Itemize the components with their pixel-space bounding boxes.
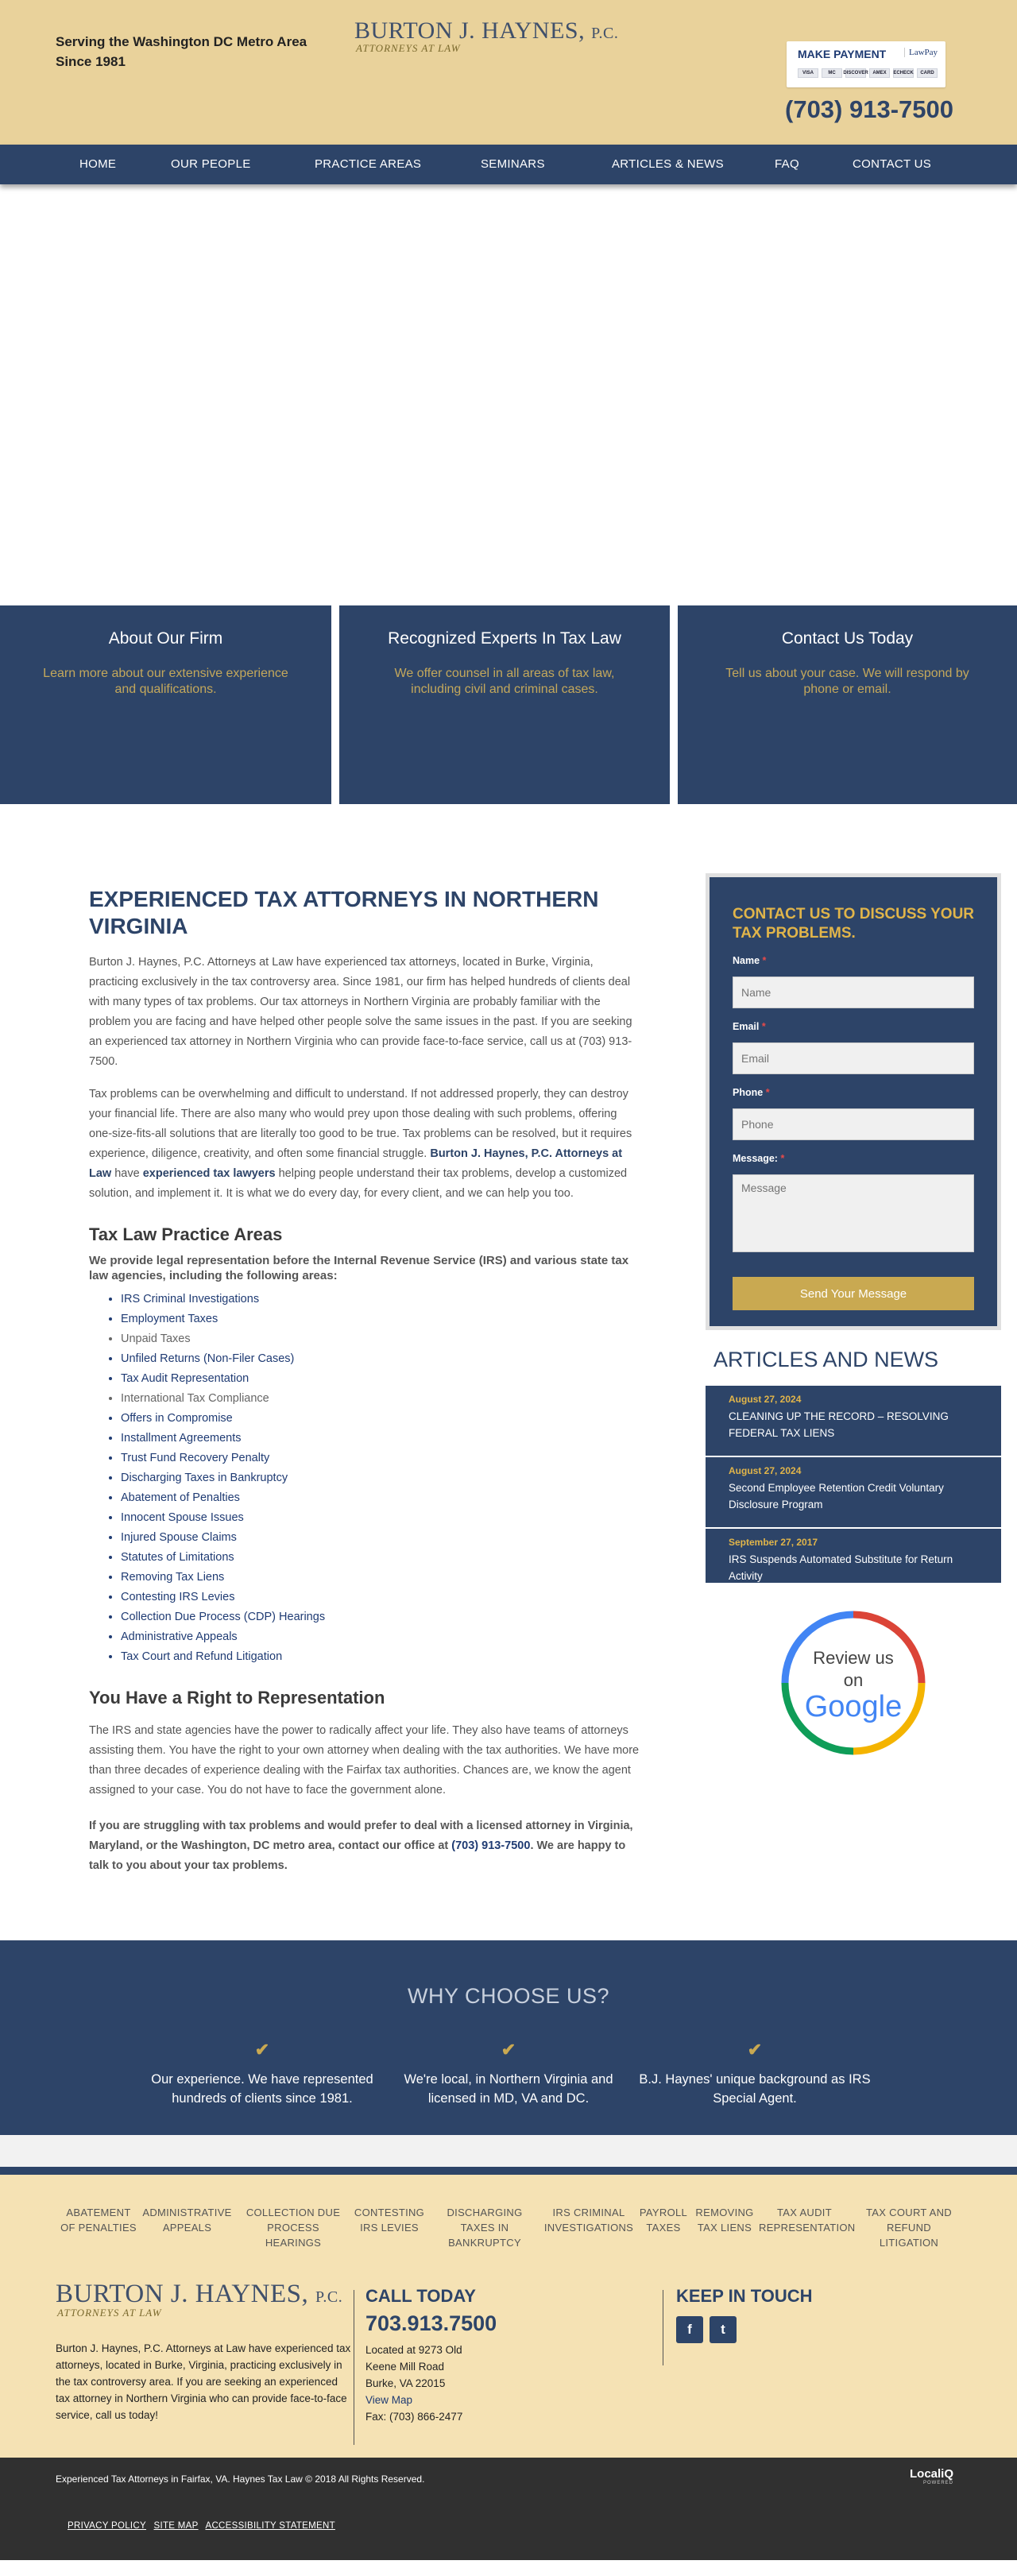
amex-card-icon: AMEX [869,68,890,78]
paragraph-text: helping people understand their tax problems, develop a customized solution, and implement it. It is what we do every day, for every client, and we can help you too. [89,1167,628,1200]
closing-phone-link[interactable]: (703) 913-7500 [451,1839,531,1852]
phone-input[interactable] [733,1108,974,1140]
footer-link-levies[interactable]: CONTESTING IRS LEVIES [354,2207,425,2234]
check-icon: ✔ [747,2040,763,2060]
lawpay-logo: LawPay [904,48,938,57]
site-footer [0,2175,1017,2458]
label-text: Email [733,1021,760,1032]
paragraph-text: Tax problems can be overwhelming and difficult to understand. If not addressed properly, they can destroy your financial life. There are also many who would prey upon those dealing with such problems, offering one-size-fits-all solutions that are literally too good to be true. Tax problems can be resolved, but it requires experience, diligence, creativity, and often some financial struggle. [89,1088,632,1160]
footer-link-appeals[interactable]: ADMINISTRATIVE APPEALS [142,2207,232,2234]
required-mark: * [761,1021,766,1032]
feature-recognized-experts[interactable] [339,605,670,804]
footer-link-criminal[interactable]: IRS CRIMINAL INVESTIGATIONS [543,2207,634,2234]
rights-heading: You Have a Right to Representation [89,1688,385,1708]
address-line: Burke, VA 22015 [365,2377,446,2389]
practice-item-offers-compromise[interactable]: • Offers in Compromise [121,1409,641,1429]
logo-name: BURTON J. HAYNES, [354,17,586,44]
article-item[interactable] [706,1529,1001,1583]
practice-item-cdp-hearings[interactable]: • Collection Due Process (CDP) Hearings [121,1607,641,1627]
required-mark: * [780,1153,785,1164]
logo-name: BURTON J. HAYNES, [56,2280,309,2308]
logo-subtitle: ATTORNEYS AT LAW [57,2307,162,2319]
bottom-bar [0,2458,1017,2560]
why-text: We're local, in Northern Virginia and licensed in MD, VA and DC. [404,2072,613,2106]
view-map-link[interactable]: View Map [365,2394,413,2406]
firm-link[interactable]: Burton J. Haynes, P.C. Attorneys at Law [89,1147,623,1180]
article-date: August 27, 2024 [729,1465,802,1476]
article-date: August 27, 2024 [729,1394,802,1405]
why-choose-us [0,1940,1017,2135]
why-title: WHY CHOOSE US? [407,1984,610,2008]
feature-text: Tell us about your case. We will respond by phone or email. [725,667,969,696]
google-review-badge[interactable] [779,1608,928,1758]
make-payment-button[interactable] [787,41,945,87]
practice-item-removing-liens[interactable]: • Removing Tax Liens [121,1568,641,1588]
nav-our-people[interactable]: OUR PEOPLE [171,157,251,171]
why-item [389,2040,628,2108]
badge-line2: on [843,1670,864,1690]
nav-contact-us[interactable]: CONTACT US [853,157,932,171]
localiq-brand: LocaliQ [910,2467,954,2481]
rights-paragraph: The IRS and state agencies have the power to radically affect your life. They also have teams of attorneys assisting them. You have the right to your own attorney when dealing with the tax authorities. We have more than three decades of experience dealing with the Fairfax tax authorities. Chances are, we know the agent assigned to your case. You do not have to face the government alone. [89,1724,640,1797]
article-item[interactable] [706,1386,1001,1456]
practice-item-abatement-penalties[interactable]: • Abatement of Penalties [121,1488,641,1508]
practice-item-international-compliance: • International Tax Compliance [121,1389,641,1409]
site-header [0,0,1017,171]
site-logo[interactable] [354,17,618,55]
mastercard-icon: MC [822,68,842,78]
label-text: Name [733,955,760,966]
privacy-policy-link[interactable]: PRIVACY POLICY [68,2521,147,2531]
hero-banner [0,145,1017,605]
main-content [89,886,641,1876]
discover-card-icon: DISCOVER [845,68,866,78]
legal-links [68,2521,340,2531]
article-title: IRS Suspends Automated Substitute for Return Activity [729,1553,953,1582]
site-map-link[interactable]: SITE MAP [153,2521,199,2531]
generic-card-icon: CARD [917,68,938,78]
header-tagline: Serving the Washington DC Metro Area Since 1981 [56,34,307,69]
nav-practice-areas[interactable]: PRACTICE AREAS [315,157,422,171]
feature-title: Recognized Experts In Tax Law [388,629,621,648]
footer-link-collection[interactable]: COLLECTION DUE PROCESS HEARINGS [246,2207,341,2249]
tax-lawyers-link[interactable]: experienced tax lawyers [142,1167,276,1180]
fax-number: Fax: (703) 866-2477 [365,2411,463,2423]
practice-item-trust-fund-penalty[interactable]: • Trust Fund Recovery Penalty [121,1449,641,1468]
footer-link-abatement[interactable]: ABATEMENT OF PENALTIES [60,2207,137,2234]
section-spacer [0,2135,1017,2167]
article-title: CLEANING UP THE RECORD – RESOLVING FEDERAL TAX LIENS [729,1410,949,1439]
facebook-icon[interactable]: f [676,2316,703,2343]
paragraph-text: . We are happy to talk to you about your tax problems. [89,1839,626,1872]
phone-label [733,1087,770,1098]
send-message-button[interactable]: Send Your Message [733,1277,974,1310]
main-section [0,804,1017,1940]
practice-areas-lead: We provide legal representation before the Internal Revenue Service (IRS) and various state tax law agencies, including the following areas: [89,1254,629,1282]
required-mark: * [762,955,767,966]
footer-address [365,2342,462,2425]
call-today-heading: CALL TODAY [365,2286,476,2306]
check-icon: ✔ [501,2040,516,2060]
practice-item-innocent-spouse[interactable]: • Innocent Spouse Issues [121,1508,641,1528]
name-label [733,955,766,966]
logo-suffix: P.C. [315,2288,343,2306]
feature-title: About Our Firm [108,629,223,648]
feature-text: We offer counsel in all areas of tax law, including civil and criminal cases. [394,667,615,696]
feature-text: Learn more about our extensive experience and qualifications. [43,667,288,696]
visa-card-icon: VISA [798,68,818,78]
copyright-text: Experienced Tax Attorneys in Fairfax, VA. Haynes Tax Law © 2018 All Rights Reserved. [56,2474,425,2485]
feature-about-firm[interactable] [0,605,331,804]
localiq-logo[interactable] [910,2467,953,2485]
why-item [143,2040,381,2108]
practice-item-unfiled-returns[interactable]: • Unfiled Returns (Non-Filer Cases) [121,1349,641,1369]
logo-suffix: P.C. [591,25,619,42]
echeck-icon: ECHECK [893,68,914,78]
problems-paragraph [89,1085,641,1204]
practice-item-unpaid-taxes: • Unpaid Taxes [121,1329,641,1349]
practice-item-irs-criminal[interactable]: • IRS Criminal Investigations [121,1290,641,1309]
nav-faq[interactable]: FAQ [775,157,799,171]
footer-link-tax-court[interactable]: TAX COURT AND REFUND LITIGATION [866,2207,952,2249]
make-payment-label: MAKE PAYMENT [798,48,887,60]
why-text: Our experience. We have represented hundreds of clients since 1981. [151,2072,373,2106]
badge-line1: Review us [813,1648,894,1668]
nav-home[interactable]: HOME [79,157,117,171]
nav-seminars[interactable]: SEMINARS [481,157,545,171]
footer-link-payroll[interactable]: PAYROLL TAXES [639,2207,688,2234]
google-logo: Google [804,1690,903,1723]
nav-articles-news[interactable]: ARTICLES & NEWS [612,157,724,171]
logo-subtitle: ATTORNEYS AT LAW [356,42,461,54]
label-text: Phone [733,1087,764,1098]
footer-link-liens[interactable]: REMOVING TAX LIENS [695,2207,754,2234]
footer-stripe [0,2167,1017,2175]
name-input[interactable] [733,977,974,1008]
paragraph-text: If you are struggling with tax problems and would prefer to deal with a licensed attorney in Virginia, Maryland, or the Washington, DC metro area, contact our office at [89,1820,633,1852]
page-title: EXPERIENCED TAX ATTORNEYS IN NORTHERN VIRGINIA [89,887,599,938]
articles-heading: ARTICLES AND NEWS [713,1348,939,1371]
practice-areas-list [121,1290,641,1667]
footer-link-audit[interactable]: TAX AUDIT REPRESENTATION [759,2207,856,2234]
why-item [636,2040,874,2108]
practice-item-injured-spouse[interactable]: • Injured Spouse Claims [121,1528,641,1548]
email-label [733,1021,766,1032]
article-item[interactable] [706,1457,1001,1527]
article-title: Second Employee Retention Credit Voluntary Disclosure Program [729,1482,944,1510]
why-text: B.J. Haynes' unique background as IRS Special Agent. [639,2072,871,2106]
paragraph-text: have [111,1167,143,1180]
message-textarea[interactable] [733,1174,974,1252]
keep-in-touch-heading: KEEP IN TOUCH [676,2286,813,2306]
form-title: CONTACT US TO DISCUSS YOUR TAX PROBLEMS. [733,906,975,942]
header-phone-link[interactable]: (703) 913-7500 [785,95,953,123]
check-icon: ✔ [254,2040,270,2060]
practice-item-tax-court[interactable]: • Tax Court and Refund Litigation [121,1647,641,1667]
footer-link-bankruptcy[interactable]: DISCHARGING TAXES IN BANKRUPTCY [447,2207,523,2249]
card-logos [798,68,938,78]
practice-item-statutes-limitations[interactable]: • Statutes of Limitations [121,1548,641,1568]
practice-item-tax-audit[interactable]: • Tax Audit Representation [121,1369,641,1389]
footer-logo[interactable] [56,2280,342,2319]
intro-paragraph: Burton J. Haynes, P.C. Attorneys at Law have experienced tax attorneys, located in Burke, Virginia, practicing exclusively in the tax controversy area. Since 1981, our firm has helped hundreds of clients deal with many types of tax problems. Our tax attorneys in Northern Virginia are probably familiar with the problem you are facing and have helped other people solve the same issues in the past. If you are seeking an experienced tax attorney in Northern Virginia who can provide face-to-face service, call us at (703) 913-7500. [89,956,632,1068]
practice-item-installment-agreements[interactable]: • Installment Agreements [121,1429,641,1449]
footer-about: Burton J. Haynes, P.C. Attorneys at Law have experienced tax attorneys, located in Burke, Virginia, practicing exclusively in the tax controversy area. If you are seeking an experienced tax attorney in Northern Virginia who can provide face-to-face service, call us today! [56,2342,351,2421]
feature-contact-us[interactable] [678,605,1017,804]
label-text: Message: [733,1153,778,1164]
address-line: Keene Mill Road [365,2361,445,2373]
contact-form [706,873,1001,1330]
twitter-icon[interactable]: t [710,2316,737,2343]
feature-boxes [0,605,1017,804]
article-date: September 27, 2017 [729,1537,818,1548]
practice-item-contesting-levies[interactable]: • Contesting IRS Levies [121,1588,641,1607]
practice-item-administrative-appeals[interactable]: • Administrative Appeals [121,1627,641,1647]
email-input[interactable] [733,1042,974,1074]
localiq-sub: POWERED [923,2481,954,2485]
required-mark: * [765,1087,770,1098]
practice-item-discharging-taxes[interactable]: • Discharging Taxes in Bankruptcy [121,1468,641,1488]
message-label [733,1153,784,1164]
footer-phone-link[interactable]: 703.913.7500 [365,2311,497,2335]
main-nav [0,145,1017,184]
closing-paragraph [89,1816,641,1876]
feature-title: Contact Us Today [781,629,914,648]
accessibility-statement-link[interactable]: ACCESSIBILITY STATEMENT [205,2521,335,2531]
practice-areas-heading: Tax Law Practice Areas [89,1224,283,1244]
practice-item-employment-taxes[interactable]: • Employment Taxes [121,1309,641,1329]
address-line: Located at 9273 Old [365,2344,462,2356]
